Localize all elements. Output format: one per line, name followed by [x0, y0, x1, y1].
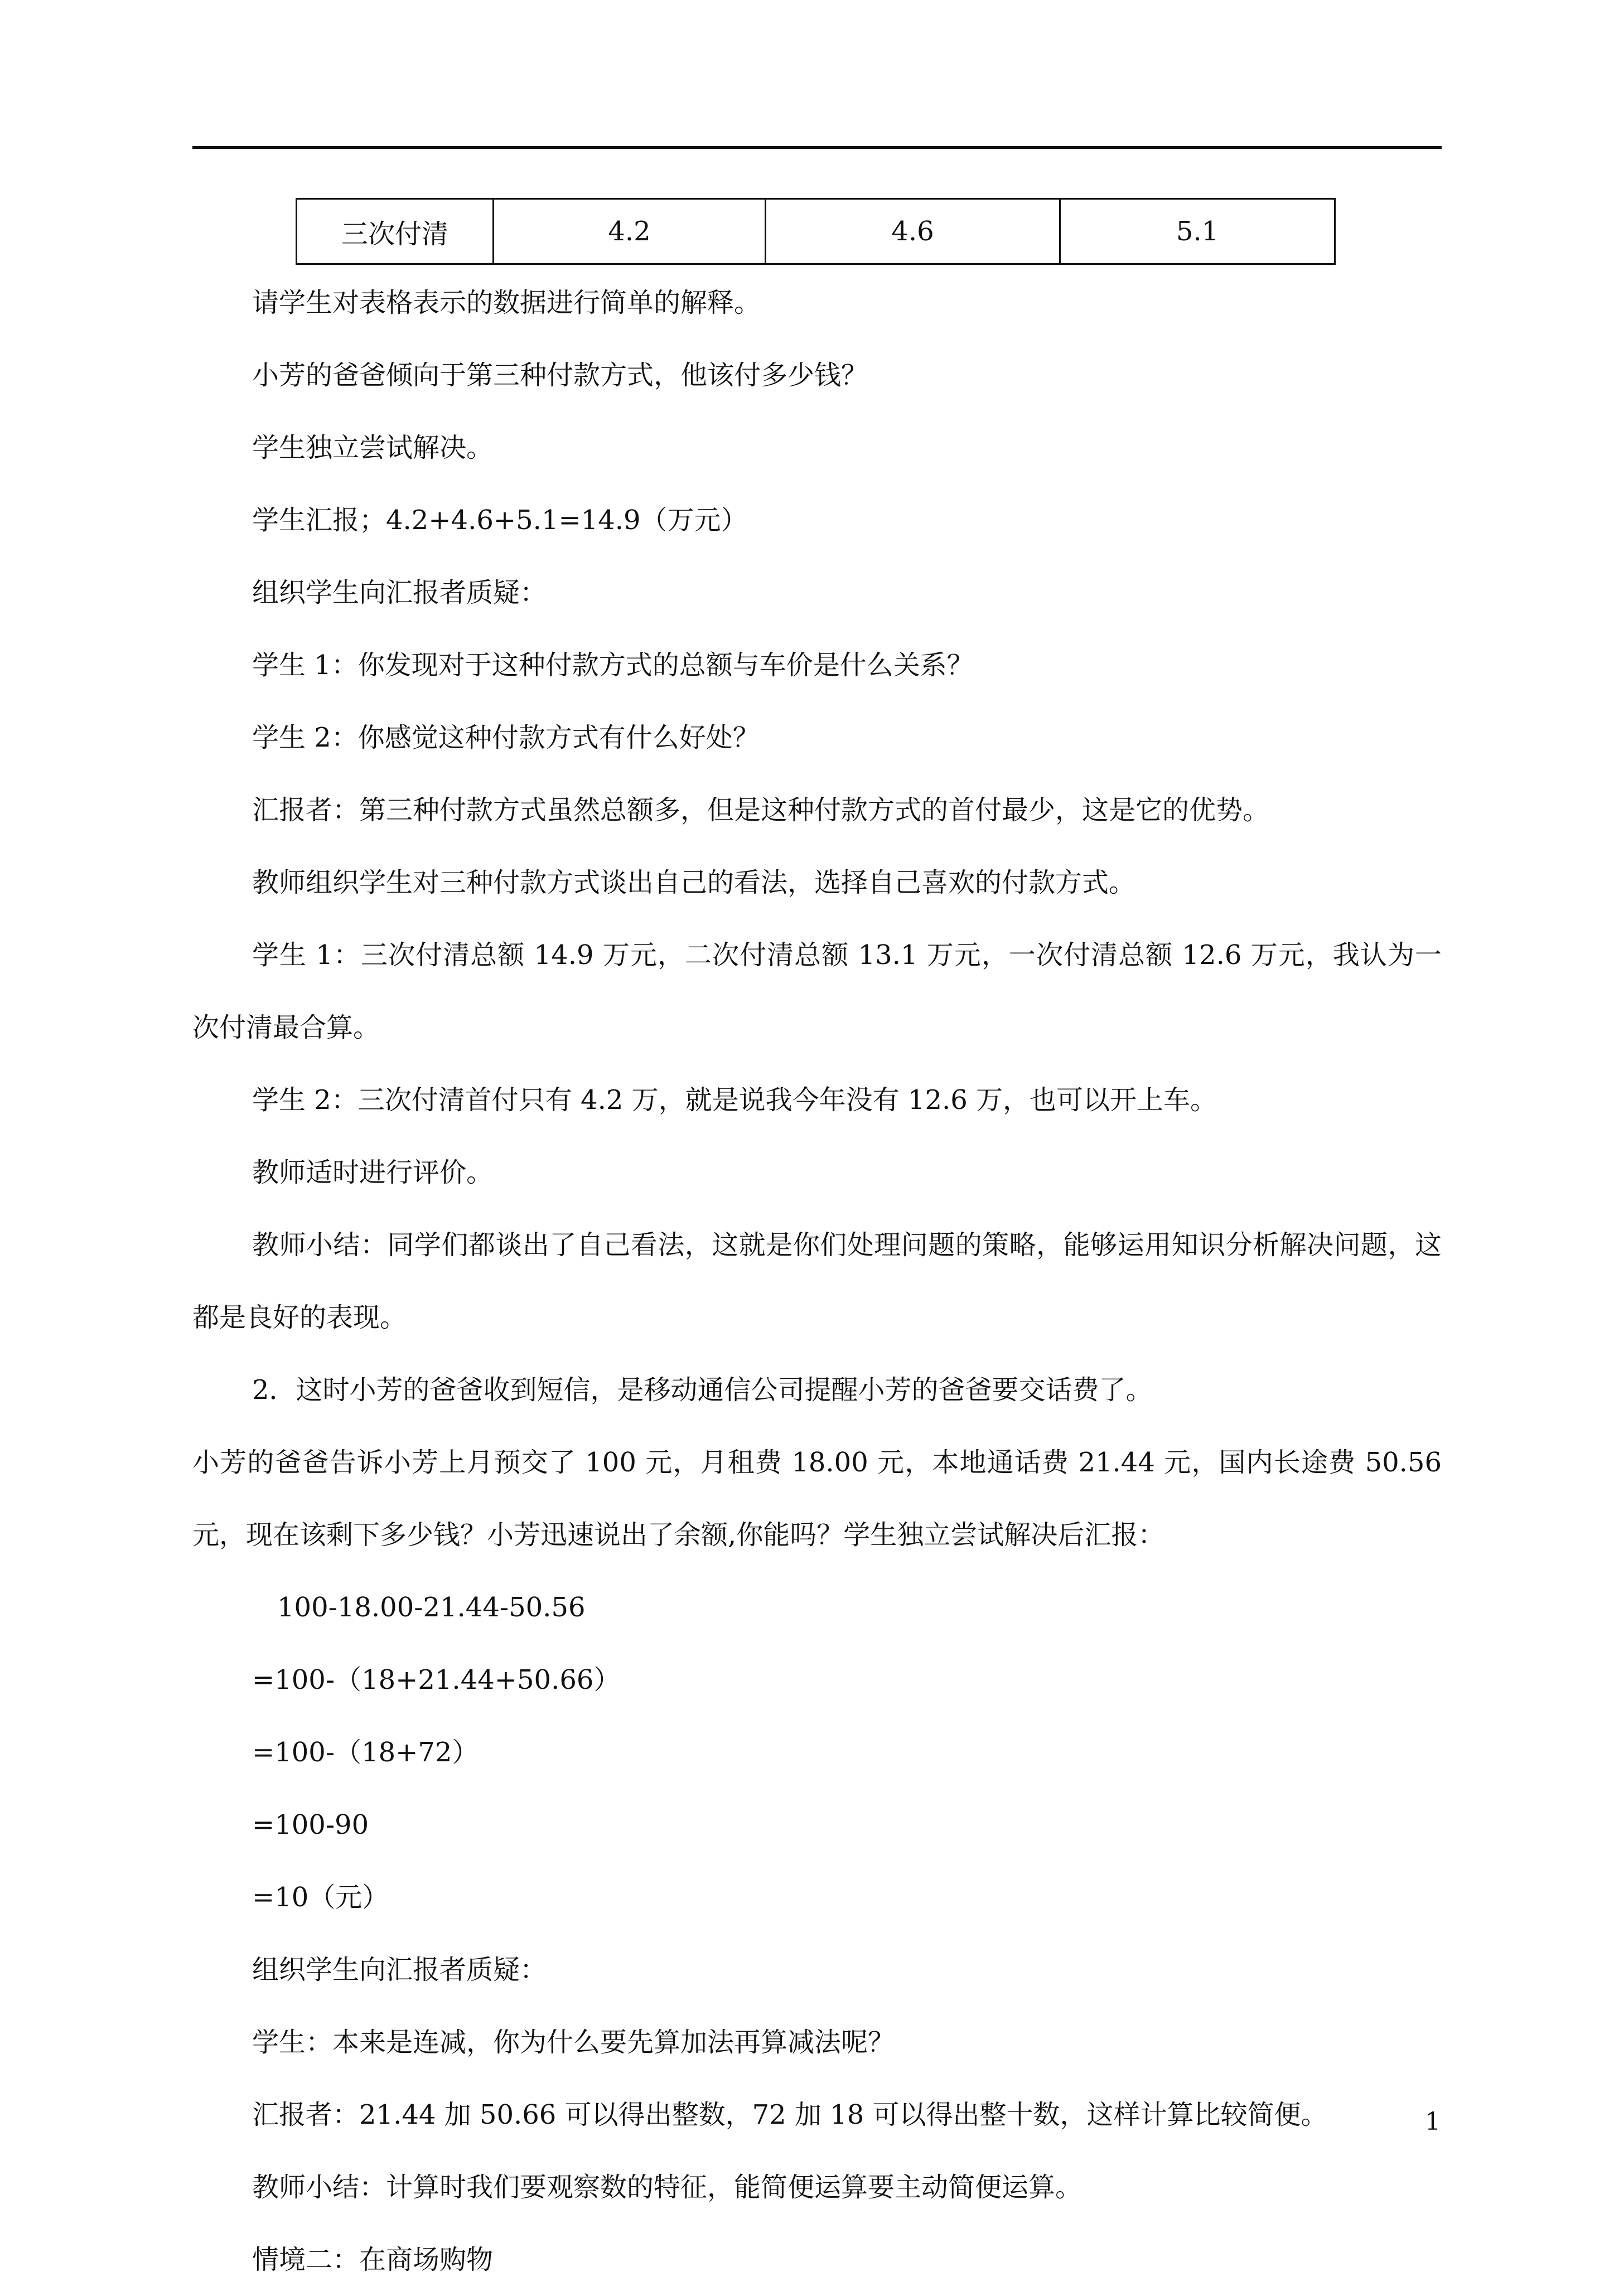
- paragraph: 组织学生向汇报者质疑：: [252, 577, 547, 608]
- table-cell: 4.6: [766, 199, 1060, 264]
- paragraph: 学生 2：三次付清首付只有 4.2 万，就是说我今年没有 12.6 万，也可以开上车。: [252, 1084, 1217, 1116]
- table-cell: 三次付清: [297, 199, 494, 264]
- paragraph: 汇报者：21.44 加 50.66 可以得出整数，72 加 18 可以得出整十数，这样计算比较简便。: [252, 2099, 1328, 2130]
- paragraph: 教师小结：计算时我们要观察数的特征，能简便运算要主动简便运算。: [252, 2172, 1083, 2203]
- header-rule: [192, 146, 1442, 149]
- paragraph: 2．这时小芳的爸爸收到短信，是移动通信公司提醒小芳的爸爸要交话费了。: [252, 1374, 1153, 1406]
- payment-table: [296, 198, 1336, 265]
- equation-line: =10（元）: [252, 1882, 389, 1913]
- paragraph: 学生独立尝试解决。: [252, 432, 494, 463]
- page-number: 1: [1425, 2108, 1441, 2136]
- section-heading: 情境二：在商场购物: [252, 2244, 494, 2275]
- table-cell: 5.1: [1060, 199, 1335, 264]
- paragraph: 学生：本来是连减，你为什么要先算加法再算减法呢？: [252, 2027, 895, 2058]
- paragraph: 小芳的爸爸倾向于第三种付款方式，他该付多少钱？: [252, 360, 868, 391]
- paragraph: 教师适时进行评价。: [252, 1157, 494, 1188]
- paragraph: 请学生对表格表示的数据进行简单的解释。: [252, 287, 761, 318]
- paragraph: 学生 1：三次付清总额 14.9 万元，二次付清总额 13.1 万元，一次付清总额 12.6 万元，我认为一次付清最合算。: [192, 939, 1442, 1043]
- table-row: [297, 199, 1335, 264]
- equation-line: 100-18.00-21.44-50.56: [277, 1592, 586, 1623]
- paragraph: 学生 2：你感觉这种付款方式有什么好处？: [252, 722, 760, 753]
- paragraph: 小芳的爸爸告诉小芳上月预交了 100 元，月租费 18.00 元，本地通话费 21.44 元，国内长途费 50.56 元，现在该剩下多少钱？小芳迅速说出了余额,你能吗？学生独立尝试解决后汇报：: [192, 1447, 1442, 1551]
- equation-line: =100-90: [252, 1809, 369, 1840]
- paragraph: 学生 1：你发现对于这种付款方式的总额与车价是什么关系？: [252, 650, 974, 681]
- paragraph: 教师小结：同学们都谈出了自己看法，这就是你们处理问题的策略，能够运用知识分析解决问题，这都是良好的表现。: [192, 1229, 1442, 1333]
- paragraph: 学生汇报；4.2+4.6+5.1=14.9（万元）: [252, 505, 748, 536]
- table-cell: 4.2: [494, 199, 766, 264]
- document-body: [192, 267, 1442, 2296]
- paragraph: 组织学生向汇报者质疑：: [252, 1954, 547, 1985]
- paragraph: 教师组织学生对三种付款方式谈出自己的看法，选择自己喜欢的付款方式。: [252, 867, 1136, 898]
- equation-line: =100-（18+72）: [252, 1737, 479, 1768]
- equation-line: =100-（18+21.44+50.66）: [252, 1664, 621, 1696]
- paragraph: 汇报者：第三种付款方式虽然总额多，但是这种付款方式的首付最少，这是它的优势。: [252, 795, 1270, 826]
